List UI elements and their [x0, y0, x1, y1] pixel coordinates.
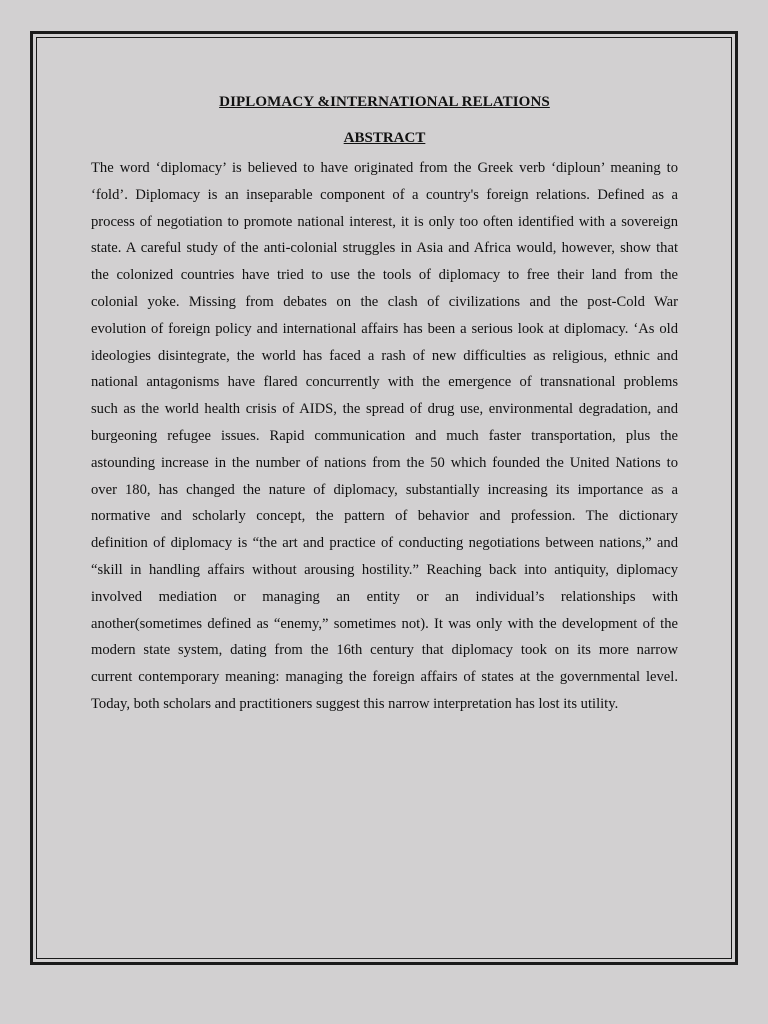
- abstract-line: astounding increase in the number of nations from the 50 which founded the United Nations to: [91, 454, 678, 471]
- abstract-line: ‘fold’. Diplomacy is an inseparable component of a country's foreign relations. Defined as a: [91, 186, 678, 203]
- abstract-line: involved mediation or managing an entity or an individual’s relationships with: [91, 588, 678, 605]
- abstract-line: process of negotiation to promote national interest, it is only too often identified with a sovereign: [91, 213, 678, 230]
- document-title: DIPLOMACY &INTERNATIONAL RELATIONS: [219, 94, 550, 110]
- abstract-line: colonial yoke. Missing from debates on the clash of civilizations and the post-Cold War: [91, 293, 678, 310]
- abstract-line: over 180, has changed the nature of diplomacy, substantially increasing its importance as a: [91, 481, 678, 498]
- document-content: [91, 91, 678, 718]
- abstract-line: definition of diplomacy is “the art and practice of conducting negotiations between nations,” and: [91, 535, 678, 552]
- abstract-line: modern state system, dating from the 16th century that diplomacy took on its more narrow: [91, 642, 678, 659]
- abstract-line: The word ‘diplomacy’ is believed to have originated from the Greek verb ‘diploun’ meaning to: [91, 160, 678, 176]
- abstract-line: such as the world health crisis of AIDS, the spread of drug use, environmental degradation, and: [91, 401, 678, 418]
- abstract-line: “skill in handling affairs without arousing hostility.” Reaching back into antiquity, diplomacy: [91, 561, 678, 578]
- abstract-line: ideologies disintegrate, the world has faced a rash of new difficulties as religious, ethnic and: [91, 347, 678, 364]
- abstract-line: burgeoning refugee issues. Rapid communication and much faster transportation, plus the: [91, 427, 678, 444]
- abstract-line: the colonized countries have tried to use the tools of diplomacy to free their land from the: [91, 267, 678, 284]
- abstract-heading: ABSTRACT: [343, 130, 426, 146]
- abstract-body: [91, 155, 678, 718]
- abstract-line: state. A careful study of the anti-colonial struggles in Asia and Africa would, however, show that: [91, 240, 678, 257]
- abstract-line: national antagonisms have flared concurrently with the emergence of transnational problems: [91, 374, 678, 391]
- abstract-line: normative and scholarly concept, the pattern of behavior and profession. The dictionary: [91, 508, 678, 525]
- abstract-line: another(sometimes defined as “enemy,” sometimes not). It was only with the development of the: [91, 615, 678, 632]
- abstract-line: evolution of foreign policy and international affairs has been a serious look at diplomacy. ‘As old: [91, 320, 678, 337]
- abstract-line: current contemporary meaning: managing the foreign affairs of states at the governmental level.: [91, 669, 678, 686]
- abstract-line: Today, both scholars and practitioners suggest this narrow interpretation has lost its utility.: [91, 695, 619, 712]
